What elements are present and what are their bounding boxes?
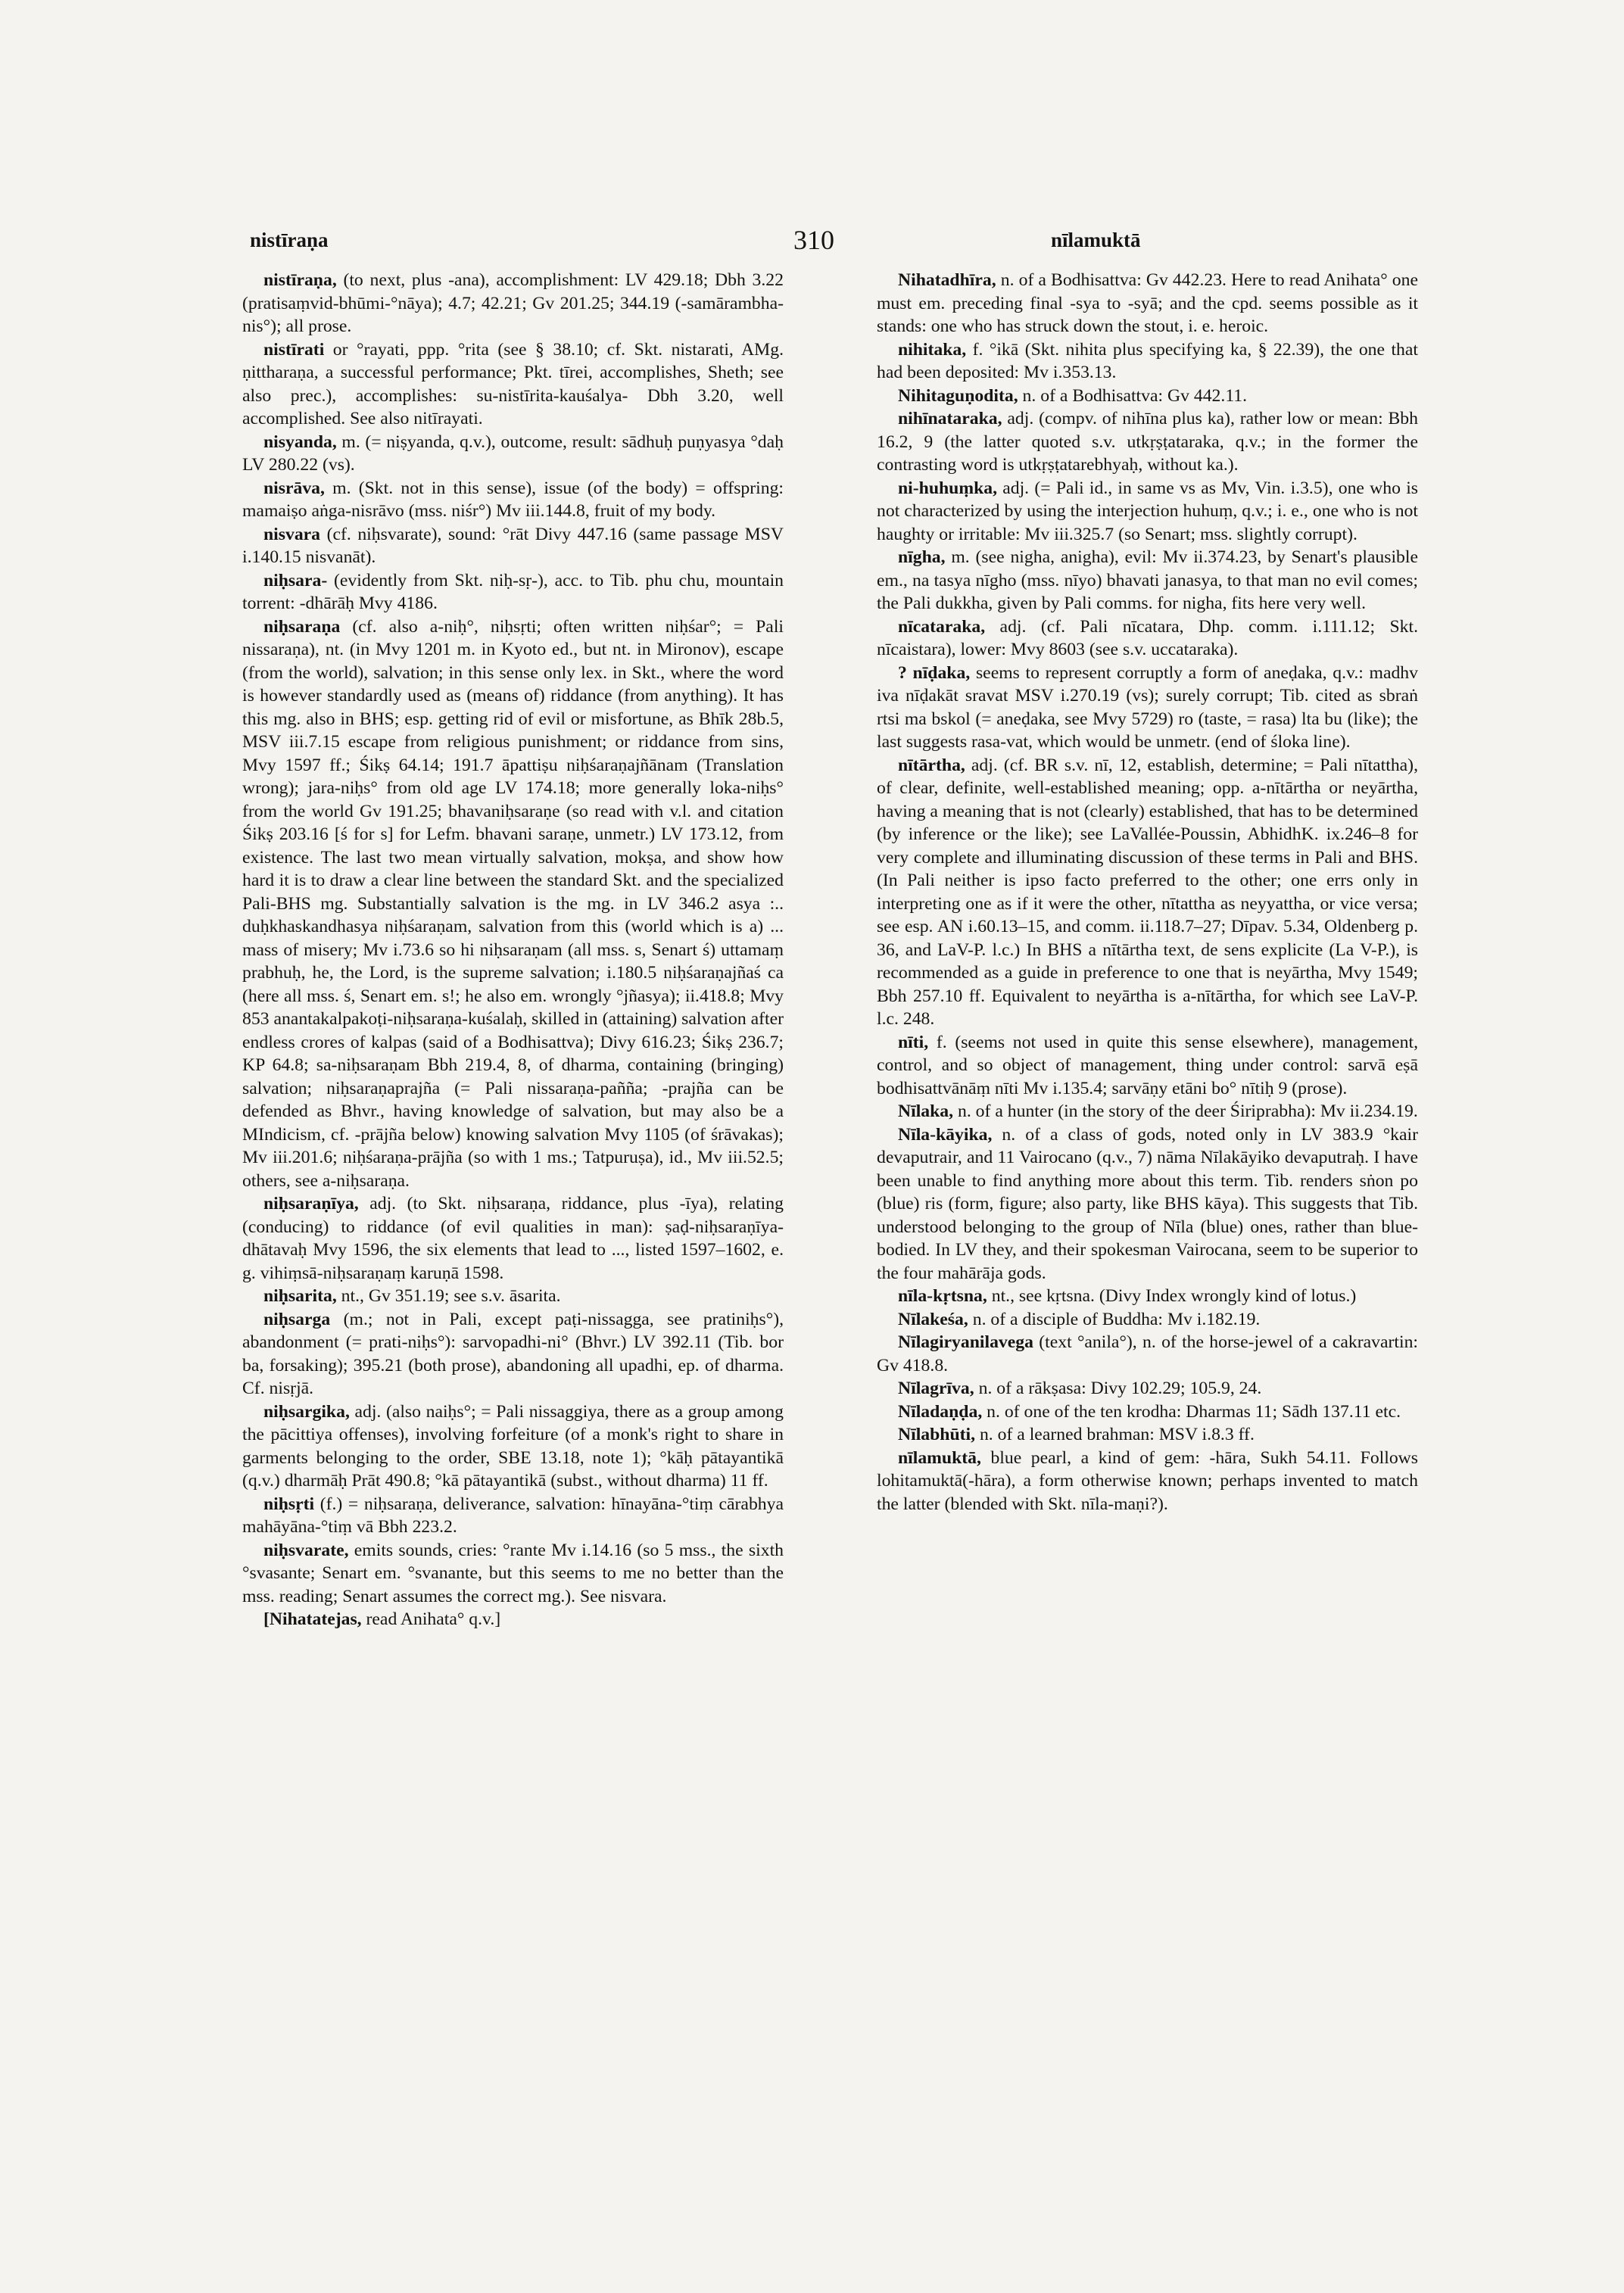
entry-headword: nītārtha, [898, 755, 965, 775]
entry-headword: nisrāva, [263, 478, 325, 498]
entry-headword: niḥsara- [263, 570, 328, 590]
dictionary-entry [877, 1100, 1418, 1123]
dictionary-entry [877, 338, 1418, 385]
dictionary-entry [877, 269, 1418, 338]
entry-definition: emits sounds, cries: °rante Mv i.14.16 (so 5 mss., the sixth °svasante; Senart em. °svanante, but this seems to me no better than the mss. reading; Senart assumes the correct mg.). See nisvara. [242, 1540, 784, 1606]
entry-headword: ni-huhuṃka, [898, 478, 998, 498]
entry-definition: blue pearl, a kind of gem: -hāra, Sukh 54.11. Follows lohitamuktā(-hāra), a form otherwise known; perhaps invented to match the latter (blended with Skt. nīla-maṇi?). [877, 1447, 1418, 1514]
entry-headword: nīgha, [898, 547, 946, 567]
dictionary-entry [242, 1493, 784, 1539]
entry-definition: n. of one of the ten krodha: Dharmas 11; Sādh 137.11 etc. [982, 1401, 1401, 1422]
page-number: 310 [793, 225, 834, 255]
dictionary-entry [242, 1539, 784, 1609]
dictionary-entry [877, 754, 1418, 1031]
entry-headword: Nīlagrīva, [898, 1379, 974, 1398]
entry-definition: (cf. also a-niḥ°, niḥsṛti; often written niḥśar°; = Pali nissaraṇa), nt. (in Mvy 1201 m. in Kyoto ed., but nt. in Mironov), escape (from the world), salvation; in this sense only lex. in Skt., where the word is however standardly used as (means of) riddance (from anything). It has this mg. also in BHS; esp. getting rid of evil or misfortune, as Bhīk 28b.5, MSV iii.7.15 escape from religious punishment; or riddance from sins, Mvy 1597 ff.; Śikṣ 64.14; 191.7 āpattiṣu niḥśaraṇajñānam (Translation wrong); jara-niḥs° from old age LV 174.18; more generally loka-niḥs° from the world Gv 191.25; bhavaniḥsaraṇe (so read with v.l. and citation Śikṣ 203.16 [ś for s] for Lefm. bhavani saraṇe, unmetr.) LV 173.12, from existence. The last two mean virtually salvation, mokṣa, and show how hard it is to draw a clear line between the standard Skt. and the specialized Pali-BHS mg. Substantially salvation is the mg. in LV 346.2 asya :.. duḥkhaskandhasya niḥśaraṇam, salvation from this (world which is a) ... mass of misery; Mv i.73.6 so hi niḥsaraṇam (all mss. s, Senart ś) uttamaṃ prabhuḥ, he, the Lord, is the supreme salvation; i.180.5 niḥśaraṇajñaś ca (here all mss. ś, Senart em. s!; he also em. wrongly °jñasya); ii.418.8; Mvy 853 anantakalpakoṭi-niḥsaraṇa-kuśalaḥ, skilled in (attaining) salvation after endless crores of kalpas (said of a Bodhisattva); Divy 616.23; Śikṣ 236.7; KP 64.8; sa-niḥsaraṇam Bbh 219.4, 8, of dharma, containing (bringing) salvation; niḥsaraṇaprajña (= Pali nissaraṇa-pañña; -prajña can be defended as Bhvr., having knowledge of salvation, but may also be a MIndicism, cf. -prājña below) knowing salvation Mvy 1105 (of śrāvakas); Mv iii.201.6; niḥśaraṇa-prājña (so with 1 ms.; Tatpuruṣa), id., Mv iii.52.5; others, see a-niḥsaraṇa. [242, 616, 784, 1191]
entry-definition: nt., see kṛtsna. (Divy Index wrongly kind of lotus.) [987, 1286, 1357, 1306]
entry-headword: [Nihatatejas, [263, 1609, 362, 1629]
entry-definition: adj. (cf. Pali nīcatara, Dhp. comm. i.111.12; Skt. nīcaistara), lower: Mvy 8603 (see s.v. uccataraka). [877, 616, 1418, 659]
entry-headword: nihīnataraka, [898, 409, 1002, 428]
entry-definition: n. of a learned brahman: MSV i.8.3 ff. [975, 1425, 1255, 1444]
entry-definition: read Anihata° q.v.] [361, 1609, 501, 1629]
entry-headword: nihitaka, [898, 339, 967, 360]
entry-definition: nt., Gv 351.19; see s.v. āsarita. [336, 1286, 561, 1306]
entry-definition: m. (= niṣyanda, q.v.), outcome, result: sādhuḥ puṇyasya °daḥ LV 280.22 (vs). [242, 431, 784, 475]
left-column [242, 269, 784, 1631]
entry-headword: nīcataraka, [898, 616, 986, 637]
dictionary-entry [877, 1123, 1418, 1285]
entry-definition: n. of a disciple of Buddha: Mv i.182.19. [968, 1309, 1261, 1329]
dictionary-entry [877, 546, 1418, 615]
entry-headword: niḥsaraṇa [263, 616, 341, 637]
dictionary-entry [877, 1308, 1418, 1332]
entry-headword: niḥsṛti [263, 1494, 315, 1514]
entry-definition: (f.) = niḥsaraṇa, deliverance, salvation: hīnayāna-°tiṃ cārabhya mahāyāna-°tiṃ vā Bbh 223.2. [242, 1494, 784, 1537]
dictionary-entry [877, 1423, 1418, 1447]
dictionary-entry [242, 431, 784, 477]
dictionary-entry [242, 1308, 784, 1400]
entry-headword: ? nīḍaka, [898, 662, 971, 683]
dictionary-entry [242, 523, 784, 569]
entry-headword: Nihitaguṇodita, [898, 385, 1018, 406]
entry-headword: nīlamuktā, [898, 1447, 981, 1468]
entry-definition: (m.; not in Pali, except paṭi-nissagga, see pratiniḥs°), abandonment (= prati-niḥs°): sarvopadhi-ni° (Bhvr.) LV 392.11 (Tib. bor ba, forsaking); 395.21 (both prose), abandoning all upadhi, ep. of dharma. Cf. nisṛjā. [242, 1309, 784, 1398]
dictionary-entry [877, 477, 1418, 547]
entry-definition: n. of a rākṣasa: Divy 102.29; 105.9, 24. [974, 1379, 1262, 1398]
entry-definition: adj. (to Skt. niḥsaraṇa, riddance, plus -īya), relating (conducing) to riddance (of evil qualities in man): ṣaḍ-niḥsaraṇīya-dhātavaḥ Mvy 1596, the six elements that lead to ..., listed 1597–1602, e. g. vihiṃsā-niḥsaraṇaṃ karuṇā 1598. [242, 1194, 784, 1283]
entry-headword: Nīlagiryanilavega [898, 1332, 1033, 1352]
entry-definition: or °rayati, ppp. °rita (see § 38.10; cf. Skt. nistarati, AMg. ṇittharaṇa, a successful performance; Pkt. tīrei, accomplishes, Sheth; see also prec.), accomplishes: su-nistīrita-kauśalya- Dbh 3.20, well accomplished. See also nitīrayati. [242, 339, 784, 428]
entry-headword: nīti, [898, 1032, 929, 1052]
entry-headword: nisyanda, [263, 431, 337, 452]
dictionary-entry [242, 615, 784, 1193]
dictionary-entry [242, 1608, 784, 1631]
entry-headword: nistīraṇa, [263, 270, 337, 290]
entry-headword: Nīladaṇḍa, [898, 1401, 983, 1422]
dictionary-entry [242, 269, 784, 338]
dictionary-entry [242, 569, 784, 615]
right-column [877, 269, 1418, 1516]
entry-definition: (evidently from Skt. niḥ-sṛ-), acc. to Tib. phu chu, mountain torrent: -dhārāḥ Mvy 4186. [242, 570, 784, 613]
entry-definition: adj. (compv. of nihīna plus ka), rather low or mean: Bbh 16.2, 9 (the latter quoted s.v. utkṛṣṭataraka, q.v.; in the former the contrasting word is utkṛṣṭatarebhyaḥ, without ka.). [877, 409, 1418, 475]
entry-definition: f. (seems not used in quite this sense elsewhere), management, control, and so object of management, thing under control: sarvā eṣā bodhisattvānāṃ nīti Mv i.135.4; sarvāṇy etāni bo° nītiḥ 9 (prose). [877, 1032, 1418, 1098]
entry-definition: n. of a class of gods, noted only in LV 383.9 °kair devaputrair, and 11 Vairocano (q.v., 7) nāma Nīlakāyiko devaputraḥ. I have been unable to find anything more about this term. Tib. renders sṅon po (blue) ris (form, figure; also party, like BHS kāya). This suggests that Tib. understood belonging to the group of Nīla (blue) ones, rather than blue-bodied. In LV they, and their spokesman Vairocana, seem to be superior to the four mahārāja gods. [877, 1124, 1418, 1283]
entry-definition: adj. (= Pali id., in same vs as Mv, Vin. i.3.5), one who is not characterized by using the interjection huhuṃ, q.v.; i. e., one who is not haughty or irritable: Mv iii.325.7 (so Senart; mss. slightly corrupt). [877, 478, 1418, 544]
entry-definition: (text °anila°), n. of the horse-jewel of a cakravartin: Gv 418.8. [877, 1332, 1418, 1375]
entry-definition: (to next, plus -ana), accomplishment: LV 429.18; Dbh 3.22 (pratisaṃvid-bhūmi-°nāya); 4.7; 42.21; Gv 201.25; 344.19 (-samārambha-nis°); all prose. [242, 270, 784, 336]
entry-definition: f. °ikā (Skt. nihita plus specifying ka, § 22.39), the one that had been deposited: Mv i.353.13. [877, 339, 1418, 382]
dictionary-entry [877, 1331, 1418, 1377]
dictionary-entry [242, 338, 784, 431]
entry-definition: m. (see nigha, anigha), evil: Mv ii.374.23, by Senart's plausible em., na tasya nīgho (mss. nīyo) bhavati janasya, to that man no evil comes; the Pali dukkha, given by Pali comms. for nigha, fits here very well. [877, 547, 1418, 613]
entry-headword: nisvara [263, 524, 321, 544]
dictionary-entry [877, 1285, 1418, 1308]
entry-headword: Nīla-kāyika, [898, 1124, 993, 1145]
entry-headword: niḥsargika, [263, 1401, 350, 1422]
dictionary-entry [242, 1192, 784, 1285]
entry-definition: m. (Skt. not in this sense), issue (of the body) = offspring: mamaiṣo aṅga-nisrāvo (mss. niśr°) Mv iii.144.8, fruit of my body. [242, 478, 784, 521]
dictionary-entry [877, 1400, 1418, 1424]
dictionary-entry [242, 1400, 784, 1493]
entry-definition: adj. (cf. BR s.v. nī, 12, establish, determine; = Pali nītattha), of clear, definite, well-established meaning; opp. a-nītārtha or neyārtha, having a meaning that is not (clearly) established, that has to be determined (by inference or the like); see LaVallée-Poussin, AbhidhK. ix.246–8 for very complete and illuminating discussion of these terms in Pali and BHS. (In Pali neither is ipso facto preferred to the other; one errs only in interpreting one as if it were the other, nītattha as neyyattha, or vice versa; see esp. AN i.60.13–15, and comm. ii.118.7–27; Dīpav. 5.34, Oldenberg p. 36, and LaV-P. l.c.) In BHS a nītārtha text, de sens explicite (La V-P.), is recommended as a guide in preference to one that is neyārtha, Mvy 1549; Bbh 257.10 ff. Equivalent to neyārtha is a-nītārtha, for which see LaV-P. l.c. 248. [877, 755, 1419, 1029]
entry-definition: adj. (also naiḥs°; = Pali nissaggiya, there as a group among the pācittiya offenses), involving forfeiture (of a monk's right to share in garments belonging to the order, SBE 13.18, note 1); °kāḥ pātayantikā (q.v.) dharmāḥ Prāt 490.8; °kā pātayantikā (subst., without dharma) 11 ff. [242, 1401, 784, 1491]
dictionary-entry [242, 1285, 784, 1308]
entry-headword: niḥsaraṇīya, [263, 1194, 359, 1213]
entry-definition: n. of a Bodhisattva: Gv 442.23. Here to read Anihata° one must em. preceding final -sya to -syā; and the cpd. seems possible as it stands: one who has struck down the stout, i. e. heroic. [877, 270, 1418, 336]
dictionary-entry [877, 407, 1418, 477]
entry-headword: Nīlabhūti, [898, 1425, 976, 1444]
dictionary-entry [242, 477, 784, 523]
dictionary-entry [877, 1447, 1418, 1516]
entry-headword: nīla-kṛtsna, [898, 1286, 987, 1306]
entry-headword: Nīlakeśa, [898, 1309, 968, 1329]
running-head-right: nīlamuktā [1051, 229, 1141, 251]
dictionary-entry [877, 1377, 1418, 1400]
dictionary-entry [877, 615, 1418, 662]
page-header [250, 224, 1454, 254]
entry-definition: n. of a Bodhisattva: Gv 442.11. [1018, 385, 1248, 406]
dictionary-entry [877, 662, 1418, 754]
running-head-left: nistīraṇa [250, 229, 329, 251]
entry-headword: nistīrati [263, 339, 325, 360]
entry-headword: Nihatadhīra, [898, 270, 996, 290]
entry-headword: niḥsvarate, [263, 1540, 349, 1560]
entry-definition: n. of a hunter (in the story of the deer Śiriprabha): Mv ii.234.19. [953, 1101, 1418, 1121]
entry-headword: niḥsarga [263, 1309, 331, 1329]
dictionary-entry [877, 1031, 1418, 1101]
entry-definition: (cf. niḥsvarate), sound: °rāt Divy 447.16 (same passage MSV i.140.15 nisvanāt). [242, 524, 784, 567]
entry-headword: niḥsarita, [263, 1286, 337, 1306]
dictionary-entry [877, 385, 1418, 408]
entry-definition: seems to represent corruptly a form of aneḍaka, q.v.: madhv iva nīḍakāt sravat MSV i.270.19 (vs); surely corrupt; Tib. cited as sbraṅ rtsi ma bskol (= aneḍaka, see Mvy 5729) ro (taste, = rasa) lta bu (like); the last suggests rasa-vat, which would be unmetr. (end of śloka line). [877, 662, 1418, 752]
entry-headword: Nīlaka, [898, 1101, 954, 1121]
